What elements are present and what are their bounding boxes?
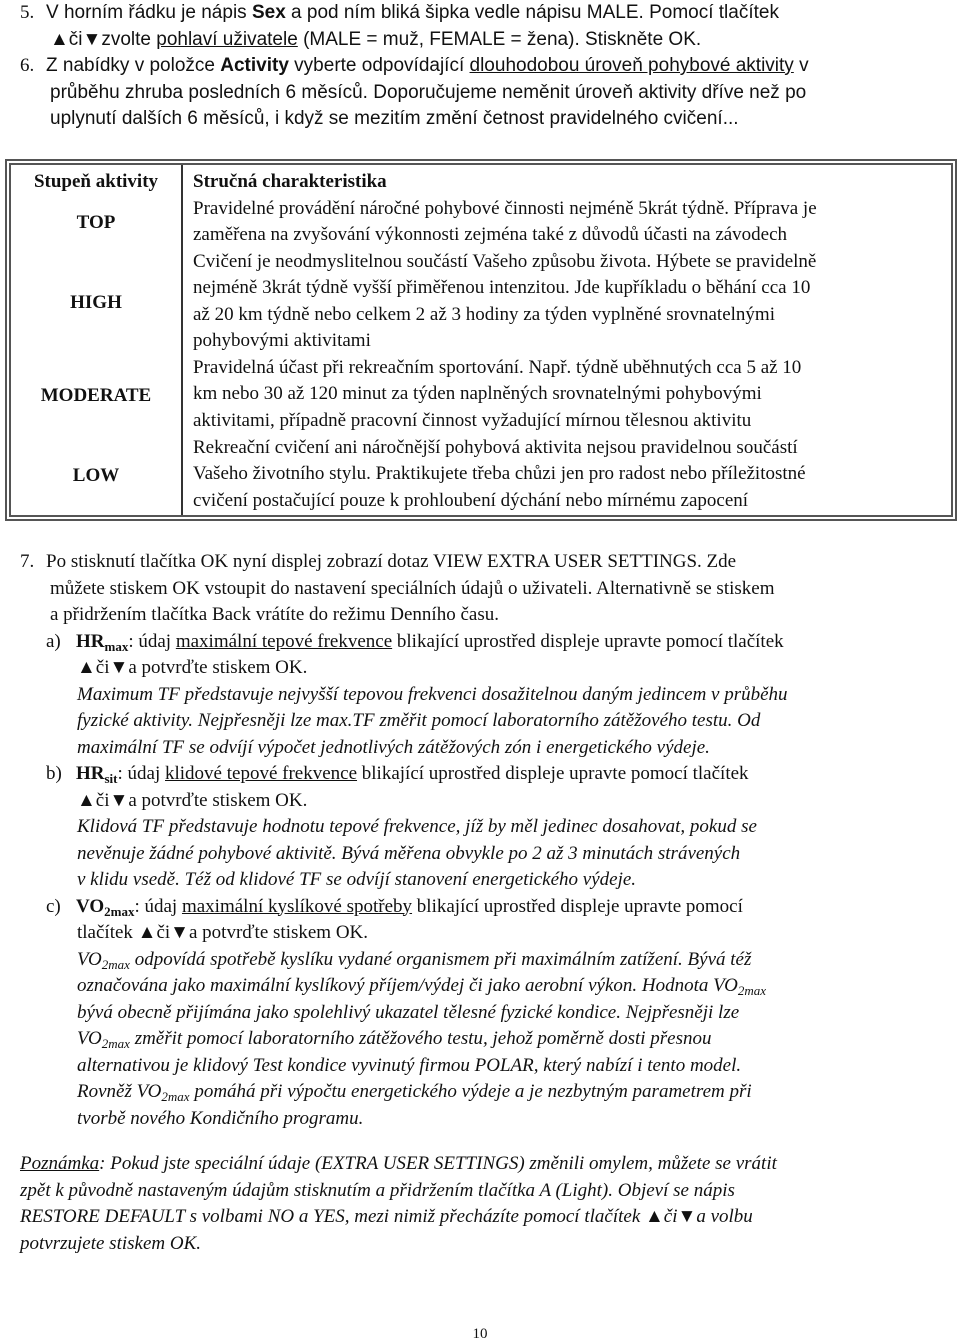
description-high: Cvičení je neodmyslitelnou součástí Vašeho způsobu života. Hýbete se pravidelně nejméně 3krát týdně vyšší přiměřenou intenzitou. Jde kupříkladu o běhání cca 10 až 20 km týdně nebo celkem 2 až 3 hodiny za týden vyplněné srovnatelnými pohybovými aktivitami: [193, 250, 817, 351]
item-6-line-3: uplynutí dalších 6 měsíců, i když se mezitím změní četnost pravidelného cvičení...: [50, 108, 739, 129]
intro-section: [0, 0, 960, 133]
activity-level-table: [5, 159, 957, 521]
item-5-line-1: 5. V horním řádku je nápis Sex a pod ním bliká šipka vedle nápisu MALE. Pomocí tlačítek: [20, 2, 779, 23]
header-characteristics: Stručná charakteristika: [193, 171, 387, 192]
note-line-3: RESTORE DEFAULT s volbami NO a YES, mezi nimiž přecházíte pomocí tlačítek ▲či▼a volbu: [20, 1206, 753, 1227]
table-left-column: [11, 165, 182, 515]
subitem-b-note-1: Klidová TF představuje hodnotu tepové frekvence, jíž by měl jedinec dosahovat, pokud se: [77, 816, 757, 837]
subitem-c-note-6: Rovněž $VO_{2max}$ pomáhá při výpočtu energetického výdeje a je nezbytným parametrem při: [77, 1081, 752, 1104]
level-low: LOW: [72, 465, 120, 486]
header-activity-level: Stupeň aktivity: [33, 171, 159, 192]
item-7-section: [0, 549, 960, 1132]
subitem-c-note-4: $VO_{2max}$ změřit pomocí laboratorního zátěžového testu, jehož poměrně dosti přesnou: [77, 1028, 712, 1051]
page-number: 10: [472, 1326, 488, 1342]
subitem-a-note-1: Maximum TF představuje nejvyšší tepovou frekvenci dosažitelnou daným jedincem v průběhu: [77, 683, 788, 705]
subitem-a-line-1: a) $HR_{max}$: údaj maximální tepové frekvence blikající uprostřed displeje upravte pomocí tlačítek: [46, 630, 784, 654]
description-moderate: Pravidelná účast při rekreačním sportování. Např. týdně uběhnutých cca 5 až 10 km nebo 30 až 120 minut za týden naplněných srovnatelnými pohybovými aktivitami, případně pracovní činnost vyžadující mírnou tělesnou aktivitu: [193, 356, 802, 431]
subitem-c-note-1: $VO_{2max}$ odpovídá spotřebě kyslíku vydané organismem při maximálním zatížení. Bývá též: [77, 948, 752, 972]
item-5-line-2: ▲či▼zvolte pohlaví uživatele (MALE = muž, FEMALE = žena). Stiskněte OK.: [50, 28, 702, 50]
level-top: TOP: [76, 211, 116, 233]
item-6-line-1: 6. Z nabídky v položce Activity vyberte odpovídající dlouhodobou úroveň pohybové aktivity v: [20, 55, 809, 76]
subitem-c-note-7: tvorbě nového Kondičního programu.: [77, 1107, 364, 1129]
level-high: HIGH: [70, 292, 122, 313]
subitem-b-line-2: ▲či▼a potvrďte stiskem OK.: [77, 789, 308, 811]
level-moderate: MODERATE: [40, 384, 152, 406]
item-7-line-2: můžete stiskem OK vstoupit do nastavení speciálních údajů o uživateli. Alternativně se stiskem: [50, 577, 775, 599]
subitem-c-note-2: označována jako maximální kyslíkový příjem/výdej či jako aerobní výkon. Hodnota $VO_{2max}$: [77, 975, 767, 998]
subitem-c-note-5: alternativou je klidový Test kondice vyvinutý firmou POLAR, který nabízí i tento model.: [77, 1054, 742, 1076]
subitem-b-note-3: v klidu vsedě. Též od klidové TF se odvíjí stanovení energetického výdeje.: [77, 869, 637, 890]
item-7-line-3: a přidržením tlačítka Back vrátíte do režimu Denního času.: [50, 604, 499, 625]
subitem-b-note-2: nevěnuje žádné pohybové aktivitě. Bývá měřena obvykle po 2 až 3 minutách strávených: [77, 842, 741, 864]
table-row: [11, 165, 951, 196]
note-line-1: Poznámka: Pokud jste speciální údaje (EXTRA USER SETTINGS) změnili omylem, můžete se vrátit: [20, 1153, 777, 1174]
subitem-b-line-1: b) $HR_{sit}$: údaj klidové tepové frekvence blikající uprostřed displeje upravte pomocí tlačítek: [46, 763, 749, 786]
subitem-a-note-3: maximální TF se odvíjí výpočet jednotlivých zátěžových zón i energetického výdeje.: [77, 736, 710, 758]
description-low: Rekreační cvičení ani náročnější pohybová aktivita nejsou pravidelnou součástí Vašeho životního stylu. Praktikujete třeba chůzi jen pro radost nebo příležitostné cvičení postačující pouze k prohloubení dýchání nebo mírnému zapocení: [193, 436, 806, 511]
subitem-c-line-1: c) $VO_{2max}$: údaj maximální kyslíkové spotřeby blikající uprostřed displeje upravte pomocí: [46, 895, 743, 919]
note-line-4: potvrzujete stiskem OK.: [20, 1232, 202, 1254]
note-line-2: zpět k původně nastaveným údajům stisknutím a přidržením tlačítka A (Light). Objeví se nápis: [20, 1179, 735, 1201]
subitem-c-line-2: tlačítek ▲či▼a potvrďte stiskem OK.: [77, 922, 369, 943]
item-7-line-1: 7. Po stisknutí tlačítka OK nyní displej zobrazí dotaz VIEW EXTRA USER SETTINGS. Zde: [20, 551, 737, 572]
subitem-a-line-2: ▲či▼a potvrďte stiskem OK.: [77, 657, 308, 678]
item-6-line-2: průběhu zhruba posledních 6 měsíců. Doporučujeme neměnit úroveň aktivity dříve než po: [50, 81, 807, 103]
subitem-c-note-3: bývá obecně přijímána jako spolehlivý ukazatel tělesné fyzické kondice. Nejpřesněji lze: [77, 1001, 740, 1023]
subitem-a-note-2: fyzické aktivity. Nejpřesněji lze max.TF změřit pomocí laboratorního zátěžového testu. Od: [77, 710, 761, 731]
description-top: Pravidelné provádění náročné pohybové činnosti nejméně 5krát týdně. Příprava je zaměřena na zvyšování výkonnosti zejména také z důvodů účasti na závodech: [193, 197, 817, 245]
note-section: [0, 1151, 960, 1257]
